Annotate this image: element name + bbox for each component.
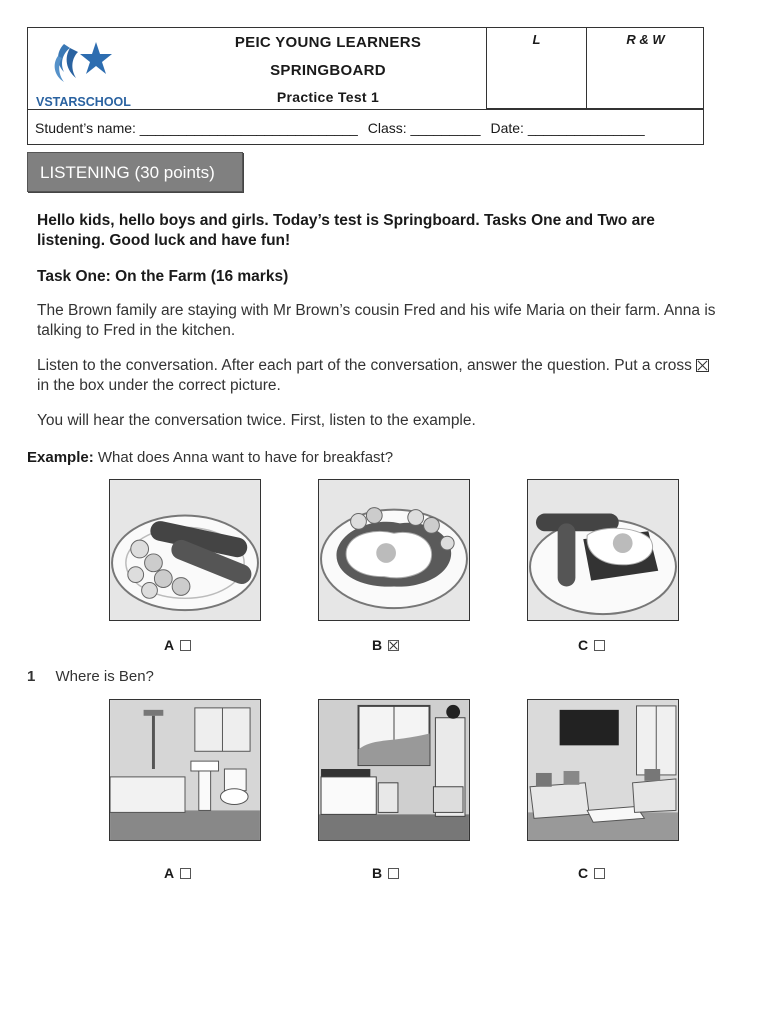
instruction-part-1: Listen to the conversation. After each part of the conversation, answer the question. Put a cross xyxy=(37,357,692,374)
program-title: PEIC YOUNG LEARNERS xyxy=(234,34,422,51)
example-picture-b xyxy=(318,479,470,621)
example-picture-a xyxy=(109,479,261,621)
example-option-b[interactable] xyxy=(372,637,399,653)
answer-checkbox[interactable] xyxy=(594,868,605,879)
q1-option-a[interactable] xyxy=(164,865,191,881)
option-letter: B xyxy=(372,637,383,653)
answer-checkbox[interactable] xyxy=(594,640,605,651)
instruction-part-2: in the box under the correct picture. xyxy=(37,377,281,394)
score-box-rw-label: R & W xyxy=(626,32,665,47)
option-letter: C xyxy=(578,637,589,653)
class-field[interactable]: Class: _________ xyxy=(367,120,481,136)
option-letter: A xyxy=(164,637,175,653)
score-box-reading-writing[interactable] xyxy=(586,28,704,109)
example-option-c[interactable] xyxy=(578,637,605,653)
practice-test-label: Practice Test 1 xyxy=(276,89,380,105)
q1-picture-c xyxy=(527,699,679,841)
question-1-text: Where is Ben? xyxy=(55,668,154,685)
q1-picture-a xyxy=(109,699,261,841)
task-title: Task One: On the Farm (16 marks) xyxy=(37,268,289,285)
example-question xyxy=(27,449,393,466)
answer-checkbox[interactable] xyxy=(388,868,399,879)
example-option-a[interactable] xyxy=(164,637,191,653)
header-table xyxy=(27,27,704,145)
option-letter: A xyxy=(164,865,175,881)
task-context: The Brown family are staying with Mr Brown’s cousin Fred and his wife Maria on their farm. Anna is talking to Fred in the kitchen. xyxy=(37,302,716,339)
example-question-text: What does Anna want to have for breakfast? xyxy=(97,449,394,466)
question-number: 1 xyxy=(27,668,36,685)
listening-section-banner xyxy=(27,152,243,192)
test-name: SPRINGBOARD xyxy=(270,62,386,79)
logo-text: VSTARSCHOOL xyxy=(36,95,131,109)
q1-option-b[interactable] xyxy=(372,865,399,881)
listen-twice-note: You will hear the conversation twice. First, listen to the example. xyxy=(37,412,476,429)
date-field[interactable]: Date: _______________ xyxy=(490,120,645,136)
option-letter: C xyxy=(578,865,589,881)
student-info-row xyxy=(35,120,645,136)
header-divider xyxy=(28,109,703,110)
q1-option-c[interactable] xyxy=(578,865,605,881)
intro-paragraph: Hello kids, hello boys and girls. Today’s test is Springboard. Tasks One and Two are listening. Good luck and have fun! xyxy=(37,212,655,249)
section-banner-text: LISTENING (30 points) xyxy=(40,163,215,182)
cross-box-icon xyxy=(696,359,709,372)
answer-checkbox[interactable] xyxy=(180,868,191,879)
score-box-listening-label: L xyxy=(532,32,541,47)
question-1 xyxy=(27,668,154,685)
option-letter: B xyxy=(372,865,383,881)
answer-checkbox-crossed[interactable] xyxy=(388,640,399,651)
example-label: Example: xyxy=(27,449,94,466)
school-logo xyxy=(34,34,144,114)
score-box-listening[interactable] xyxy=(486,28,586,109)
q1-picture-b xyxy=(318,699,470,841)
student-name-field[interactable]: Student’s name: ____________________________ xyxy=(35,120,358,136)
answer-checkbox[interactable] xyxy=(180,640,191,651)
example-picture-c xyxy=(527,479,679,621)
task-instruction xyxy=(37,356,717,396)
